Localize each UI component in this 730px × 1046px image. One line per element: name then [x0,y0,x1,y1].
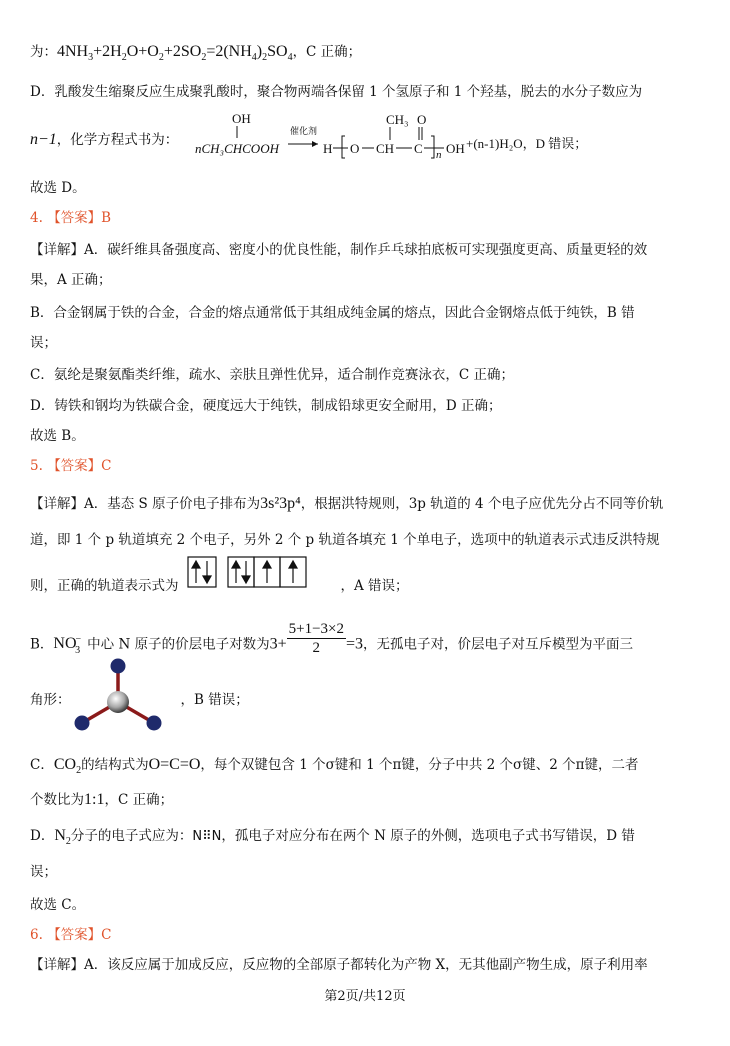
eq-tail: +(n-1)H₂O，D 错误； [466,136,588,151]
q5-option-c-cont: 个数比为1:1，C 正确； [30,791,174,808]
orbital-diagram [186,555,346,617]
q5-option-b: B．$NO^-_3$ 中心 N 原子的价层电子对数为3+ $\frac{5+1-3\times 2}{2}$ =3，无孤电子对，价层电子对互斥模型为平面三 [30,621,634,657]
trigonal-planar-model [68,656,168,736]
equation-line-1: 为：$4NH_3+2H_2O+O_2+2SO_2=2(NH_4)_2SO_4$，C 正确； [30,43,362,64]
q4-choose: 故选 B。 [30,428,85,444]
q5-choose: 故选 C。 [30,897,86,913]
outer-atom-left [75,716,90,731]
eq-h: H [323,141,333,156]
eq-catalyst: 催化剂 [290,126,318,136]
q5-option-d-cont: 误； [30,864,57,880]
q4-option-d: D．铸铁和钢均为铁碳合金，硬度远大于纯铁，制成铅球更安全耐用，D 正确； [30,398,502,414]
eq-oh-label: OH [232,111,251,126]
eq-o: O [350,141,360,156]
q5-option-a-cont: 道，即 1 个 p 轨道填充 2 个电子，另外 2 个 p 轨道各填充 1 个单电子，选项中的轨道表示式违反洪特规 [30,532,660,548]
option-d-text: D．乳酸发生缩聚反应生成聚乳酸时，聚合物两端各保留 1 个氢原子和 1 个羟基，脱去的水分子数应为 [30,84,643,100]
eq-n: n [436,149,442,160]
q5-option-a-cont2: 则，正确的轨道表示式为 ，A 错误； [30,578,409,594]
nitrate-ion: $NO^-_3$ [53,634,82,656]
eq-oh-end: OH [446,141,465,156]
q4-option-a: 【详解】A．碳纤维具备强度高、密度小的优良性能，制作乒乓球拍底板可实现强度更高、质量更轻的效 [30,242,648,258]
co2-formula: $CO_2$ [53,756,82,777]
q6-option-a: 【详解】A．该反应属于加成反应，反应物的全部原子都转化为产物 X，无其他副产物生成，原子利用率 [30,957,648,973]
q5-option-b-cont: 角形： ，B 错误； [30,692,249,708]
q4-option-b-cont: 误； [30,335,57,351]
valence-fraction: $\frac{5+1-3\times 2}{2}$ [288,621,344,657]
sulfate-equation: $4NH_3+2H_2O+O_2+2SO_2=2(NH_4)_2SO_4$ [57,43,293,64]
eq-ch3: CH₃ [386,112,409,127]
q4-option-a-cont: 果，A 正确； [30,272,112,288]
q5-option-c: C．$CO_2$的结构式为O=C=O，每个双键包含 1 个σ键和 1 个π键，分子中共 2 个σ键、2 个π键，二者 [30,756,639,777]
n2-formula: $N_2$ [54,827,71,848]
sulfur-config: 3s²3p⁴ [260,495,301,512]
q4-option-c: C．氨纶是聚氨酯类纤维，疏水、亲肤且弹性优异，适合制作竞赛泳衣，C 正确； [30,367,514,383]
page-footer: 第2页/共12页 [324,989,406,1004]
q5-option-a: 【详解】A．基态 S 原子价电子排布为3s²3p⁴，根据洪特规则，3p 轨道的 4 个电子应优先分占不同等价轨 [30,495,664,512]
q5-answer-heading: 5. 【答案】C [30,458,112,474]
polymerization-line: n−1，化学方程式书为： [30,131,179,148]
eq-o-top: O [417,112,427,127]
q4-answer-heading: 4. 【答案】B [30,210,112,226]
eq-c: C [414,141,423,156]
eq-ch: CH [376,141,395,156]
q5-option-d: D．$N_2$分子的电子式应为：N⠿N，孤电子对应分布在两个 N 原子的外侧，选项电子式书写错误，D 错 [30,827,635,848]
eq-reactant: nCH₃CHCOOH [195,141,279,156]
outer-atom-top [111,659,126,674]
polymerization-equation [190,110,600,160]
q6-answer-heading: 6. 【答案】C [30,927,112,943]
choose-d: 故选 D。 [30,180,86,196]
q4-option-b: B．合金钢属于铁的合金，合金的熔点通常低于其组成纯金属的熔点，因此合金钢熔点低于纯铁，B 错 [30,305,635,321]
central-atom [107,691,129,713]
outer-atom-right [147,716,162,731]
